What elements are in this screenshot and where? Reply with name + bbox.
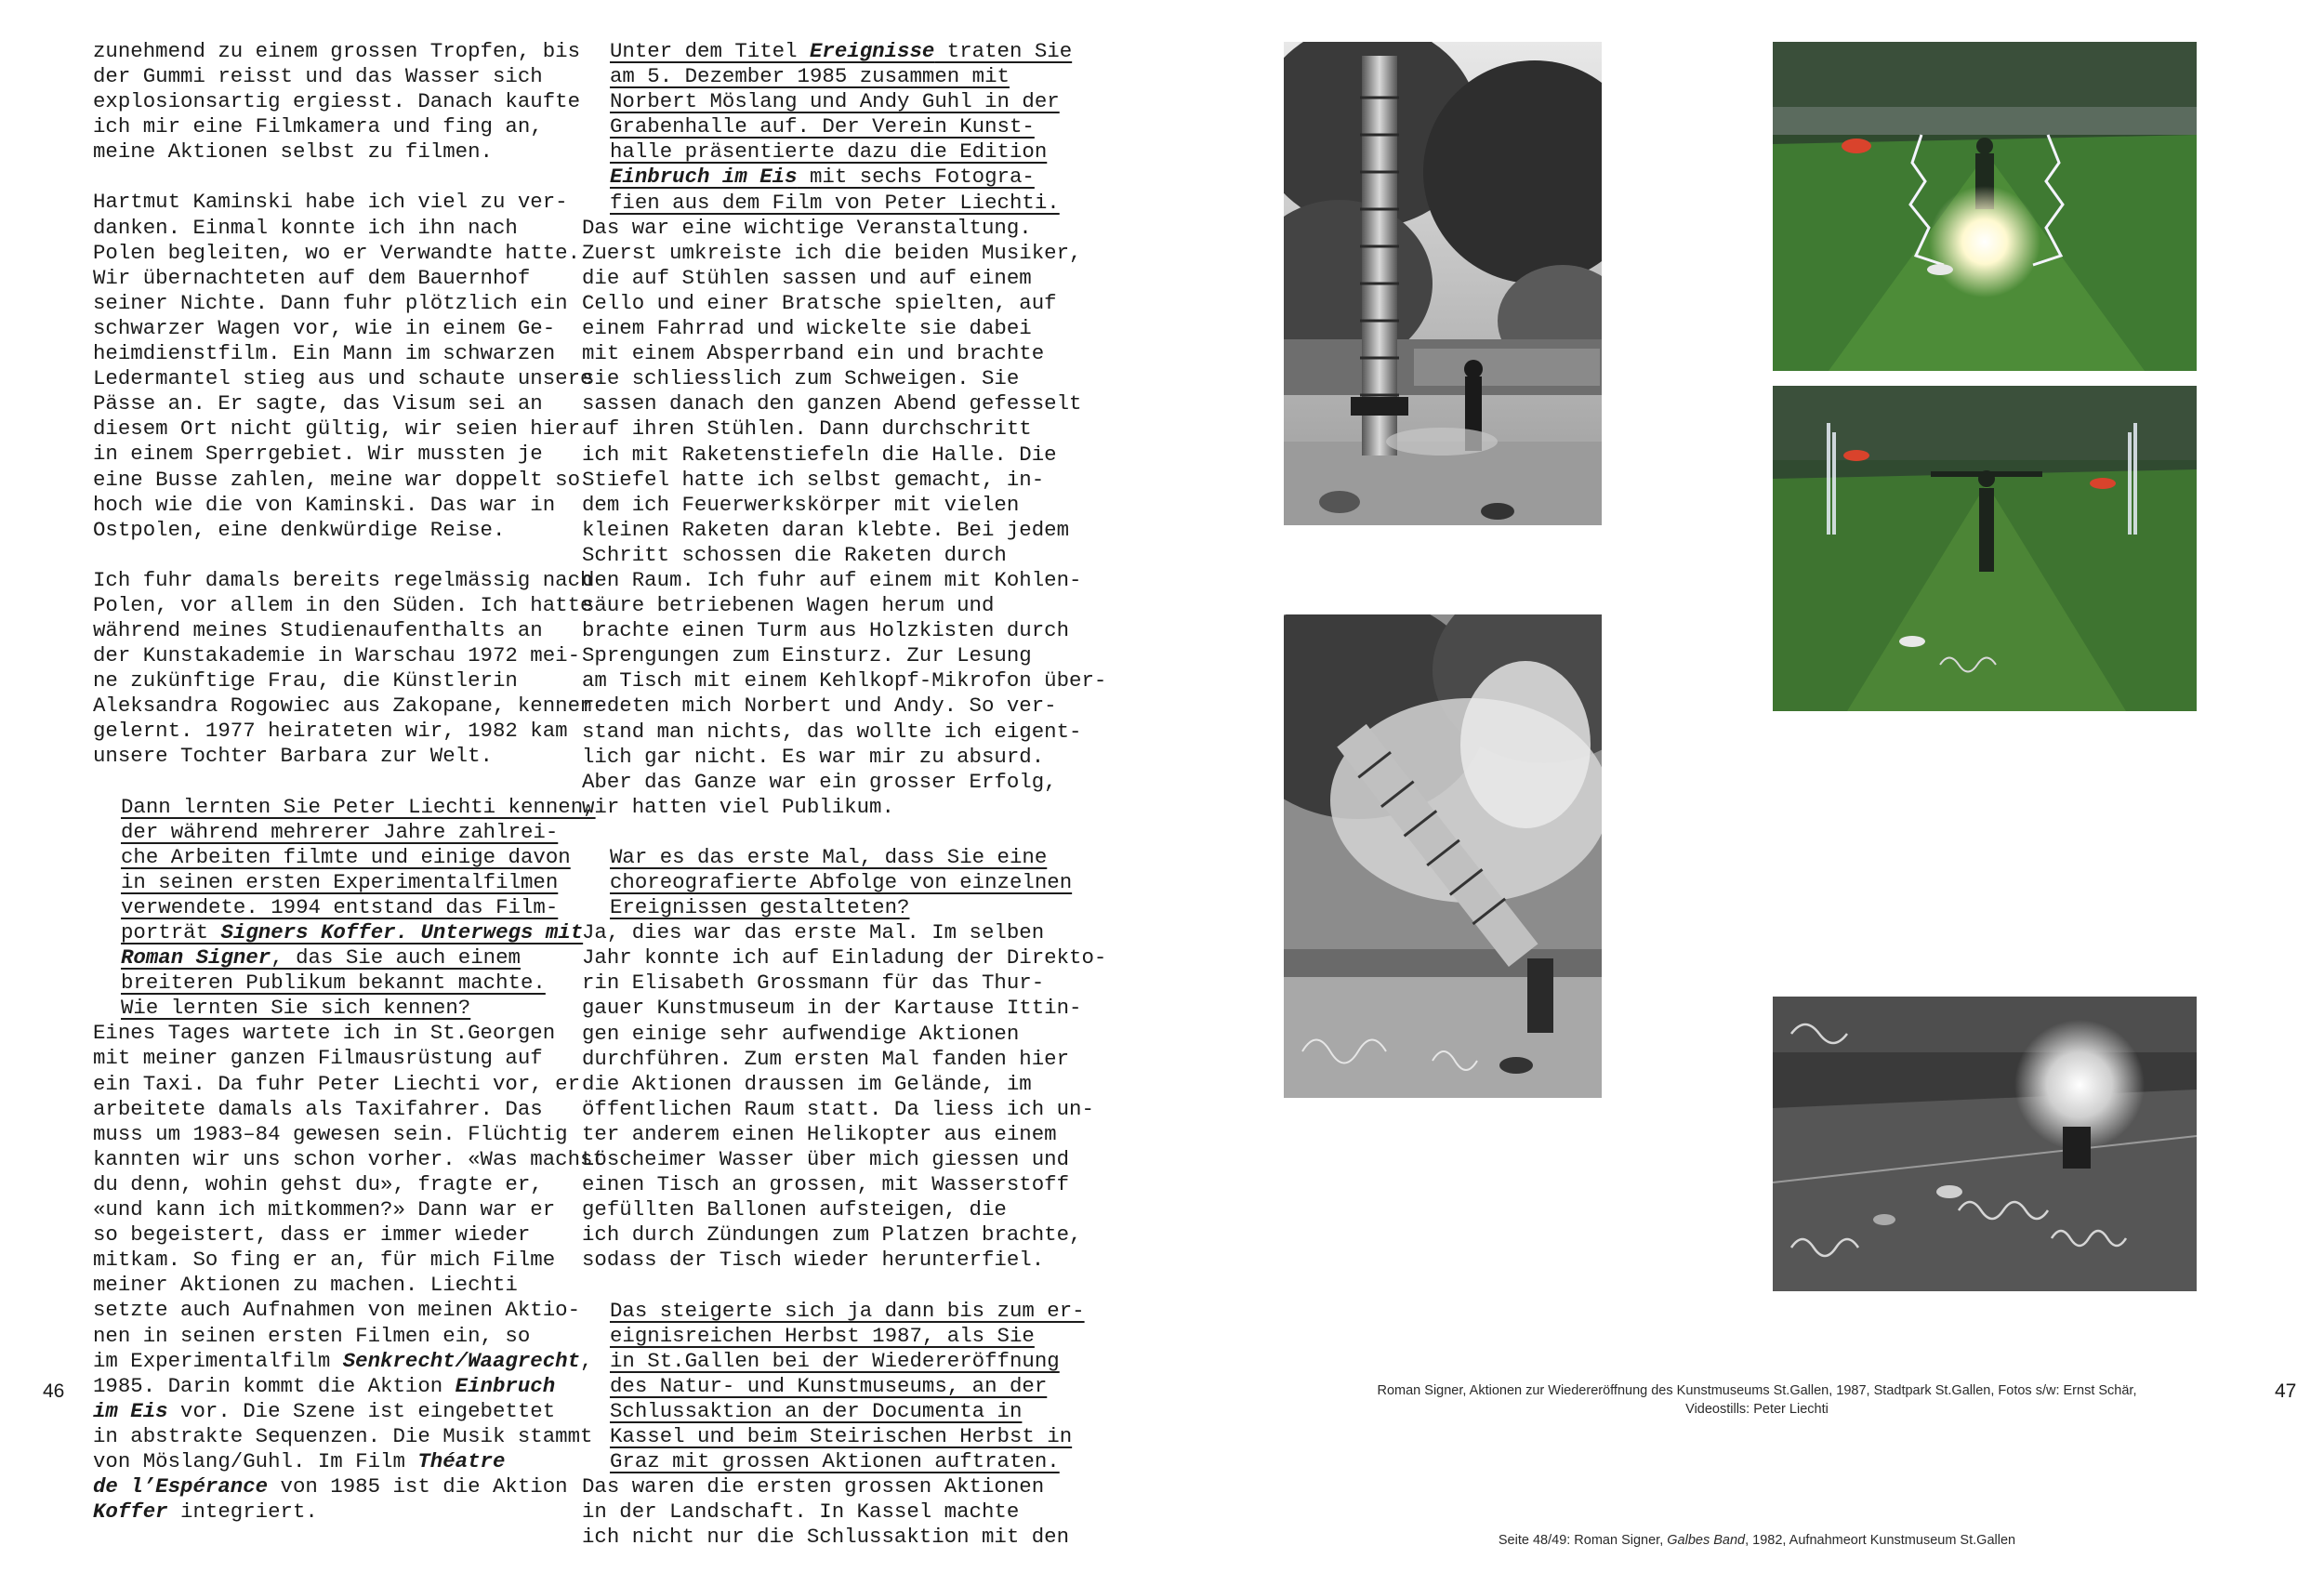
photo-falling-tower xyxy=(1284,614,1602,1098)
paragraph: Das war eine wichtige Veranstaltung. Zuerst umkreiste ich die beiden Musiker, die auf Stühlen sassen und auf einem Cello und einer Bratsche spielten, auf einem Fahrrad und wickelte sie dabei mit einem Absperrband ein und brachte sie schliesslich zum Schweigen. Sie sassen danach den ganzen Abend gefesselt auf ihren Stühlen. Dann durchschritt ich mit Raketenstiefeln die Halle. Die Stiefel hatte ich selbst gemacht, in- dem ich Feuerwerkskörper mit vielen kleinen Raketen daran klebte. Bei jedem Schritt schossen die Raketen durch den Raum. Ich fuhr auf einem mit Kohlen- säure betriebenen Wagen herum und brachte einen Turm aus Holzkisten durch Sprengungen zum Einsturz. Zur Lesung am Tisch mit einem Kehlkopf-Mikrofon über- redeten mich Norbert und Andy. So ver- stand man nichts, das wollte ich eigent- lich gar nicht. Es war mir zu absurd. Aber das Ganze war ein grosser Erfolg, wir hatten viel Publikum. xyxy=(582,215,1107,819)
interview-question xyxy=(582,39,1073,216)
answer-text: , 1985. Darin kommt die Aktion xyxy=(93,1348,593,1398)
footnote-text: , 1982, Aufnahmeort Kunstmuseum St.Gallen xyxy=(1745,1533,2016,1548)
paragraph: zunehmend zu einem grossen Tropfen, bis der Gummi reisst und das Wasser sich explosionsartig ergiesst. Danach kaufte ich mir eine Filmkamera und fing an, meine Aktionen selbst zu filmen. xyxy=(93,39,581,165)
answer-text: von 1985 ist die Aktion xyxy=(280,1474,568,1499)
work-title: Koffer xyxy=(93,1499,168,1525)
event-title: Ereignisse xyxy=(810,39,935,63)
paragraph xyxy=(93,1021,605,1525)
work-title: Einbruch im Eis xyxy=(93,1373,556,1423)
question-text: traten Sie am 5. Dezember 1985 zusammen mit Norbert Möslang und Andy Guhl in der Grabenhalle auf. Der Verein Kunst- halle präsentierte dazu die Edition xyxy=(610,39,1073,165)
film-title: Senkrecht/Waagrecht xyxy=(342,1348,581,1373)
interview-question xyxy=(93,794,596,1022)
film-title: Signers Koffer. Unterwegs mit Roman Signer xyxy=(121,920,584,971)
question-text: Unter dem Titel xyxy=(610,39,810,63)
footnote-work-title: Galbes Band xyxy=(1667,1533,1746,1548)
question-text: Dann lernten Sie Peter Liechti kennen, der während mehrerer Jahre zahlrei- che Arbeiten filmte und einige davon in seinen ersten Experimentalfilmen verwendete. 1994 entstand das Film- porträt xyxy=(121,794,596,944)
page-number-left: 46 xyxy=(43,1380,65,1402)
photo-bucket-tower xyxy=(1284,42,1602,525)
paragraph: Das waren die ersten grossen Aktionen in der Landschaft. In Kassel machte ich nicht nur die Schlussaktion mit den xyxy=(582,1474,1070,1550)
next-pages-footnote xyxy=(1320,1531,2194,1550)
question-text: mit sechs Fotogra- fien aus dem Film von Peter Liechti. xyxy=(610,165,1060,215)
caption-line: Videostills: Peter Liechti xyxy=(1685,1402,1829,1417)
left-column-2 xyxy=(582,39,1107,1550)
answer-text: Eines Tages wartete ich in St.Georgen mit meiner ganzen Filmausrüstung auf ein Taxi. Da fuhr Peter Liechti vor, er arbeitete damals als Taxifahrer. Das muss um 1983–84 gewesen sein. Flüchtig kannten wir uns schon vorher. «Was machst du denn, wohin gehst du», fragte er, «und kann ich mitkommen?» Dann war er so begeistert, dass er immer wieder mitkam. So fing er an, für mich Filme meiner Aktionen zu machen. Liechti setzte auch Aufnahmen von meinen Aktio- nen in seinen ersten Filmen ein, so im Experimentalfilm xyxy=(93,1021,605,1373)
edition-title: Einbruch im Eis xyxy=(610,165,798,190)
paragraph: Ich fuhr damals bereits regelmässig nach Polen, vor allem in den Süden. Ich hatte während meines Studienaufenthalts an der Kunstakademie in Warschau 1972 mei- ne zukünftige Frau, die Künstlerin Aleksandra Rogowiec aus Zakopane, kennen- gelernt. 1977 heirateten wir, 1982 kam unsere Tochter Barbara zur Welt. xyxy=(93,567,605,769)
answer-text: vor. Die Szene ist eingebettet in abstrakte Sequenzen. Die Musik stammt von Möslang/Guhl. Im Film xyxy=(93,1398,593,1473)
interview-question: Das steigerte sich ja dann bis zum er- eignisreichen Herbst 1987, als Sie in St.Gallen bei der Wiedereröffnung des Natur- und Kunstmuseums, an der Schlussaktion an der Documenta in Kassel und beim Steirischen Herbst in Graz mit grossen Aktionen auftraten. xyxy=(610,1298,1085,1474)
left-column-1 xyxy=(93,39,605,1525)
film-title: Théatre de l’Espérance xyxy=(93,1448,506,1499)
paragraph: Hartmut Kaminski habe ich viel zu ver- danken. Einmal konnte ich ihn nach Polen begleiten, wo er Verwandte hatte. Wir übernachteten auf dem Bauernhof seiner Nichte. Dann fuhr plötzlich ein schwarzer Wagen vor, wie in einem Ge- heimdienstfilm. Ein Mann im schwarzen Ledermantel stieg aus und schaute unsere Pässe an. Er sagte, das Visum sei an diesem Ort nicht gültig, wir seien hier in einem Sperrgebiet. Wir mussten je eine Busse zahlen, meine war doppelt so hoch wie die von Kaminski. Das war in Ostpolen, eine denkwürdige Reise. xyxy=(93,190,593,542)
answer-text: integriert. xyxy=(167,1499,318,1525)
page-number-right: 47 xyxy=(2275,1380,2297,1402)
photo-caption xyxy=(1320,1381,2194,1419)
videostill-explosion xyxy=(1773,997,2197,1291)
footnote-text: Seite 48/49: Roman Signer, xyxy=(1498,1533,1668,1548)
question-text: , das Sie auch einem breiteren Publikum bekannt machte. Wie lernten Sie sich kennen? xyxy=(121,945,546,1021)
paragraph: Ja, dies war das erste Mal. Im selben Jahr konnte ich auf Einladung der Direkto- rin Elisabeth Grossmann für das Thur- gauer Kunstmuseum in der Kartause Ittin- gen einige sehr aufwendige Aktionen durchführen. Zum ersten Mal fanden hier die Aktionen draussen im Gelände, im öffentlichen Raum statt. Da liess ich un- ter anderem einen Helikopter aus einem Löscheimer Wasser über mich giessen und einen Tisch an grossen, mit Wasserstoff gefüllten Ballonen aufsteigen, die ich durch Zündungen zum Platzen brachte, sodass der Tisch wieder herunterfiel. xyxy=(582,920,1107,1273)
videostill-figure-fountains xyxy=(1773,386,2197,711)
interview-question: War es das erste Mal, dass Sie eine choreografierte Abfolge von einzelnen Ereignissen gestalteten? xyxy=(610,844,1073,920)
caption-line: Roman Signer, Aktionen zur Wiedereröffnung des Kunstmuseums St.Gallen, 1987, Stadtpark St.Gallen, Fotos s/w: Ernst Schär, xyxy=(1377,1383,2137,1398)
videostill-field-sparks xyxy=(1773,42,2197,371)
